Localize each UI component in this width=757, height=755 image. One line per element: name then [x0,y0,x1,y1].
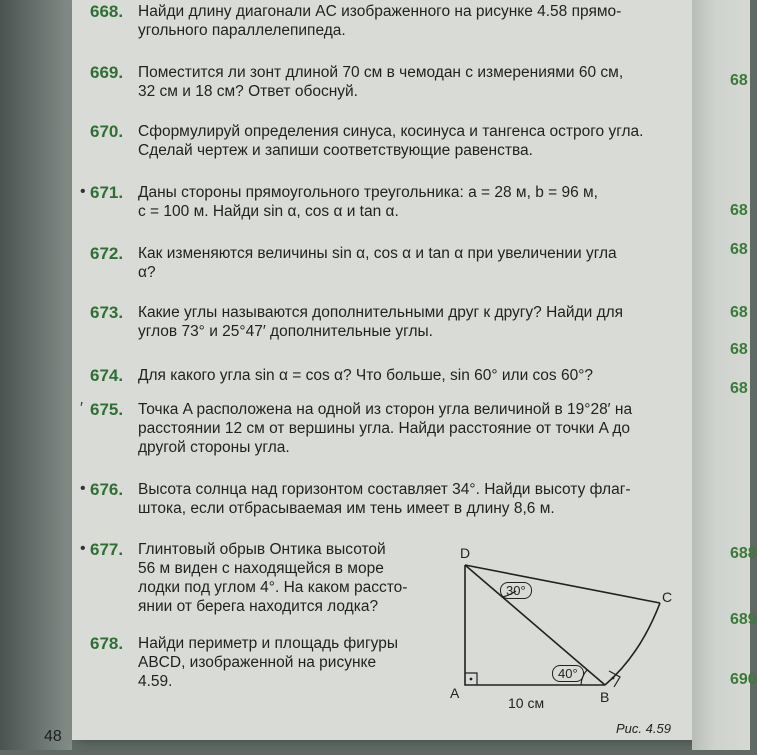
problem-number: 671. [90,183,124,202]
right-page-edge [692,0,750,750]
text-line: 56 м виден с находящейся в море [138,560,384,577]
quadrilateral-diagram [440,545,680,750]
text-line: Как изменяются величины sin α, cos α и tan α при увеличении угла [138,245,617,262]
side-length-ab: 10 см [508,695,545,711]
problem-marker: • [80,540,86,557]
text-line: Высота солнца над горизонтом составляет 34°. Найди высоту флаг- [138,481,631,498]
problem-number: 678. [90,634,124,653]
problem-text [138,366,593,385]
problem-number: 677. [90,540,124,559]
right-angle-dot-a [470,678,473,681]
right-page-number: 68 [730,304,748,321]
text-line: угольного параллелепипеда. [138,22,346,39]
problem-text [138,2,621,40]
left-page-number: 48 [44,728,62,745]
angle-label-d: 30° [500,582,532,599]
angle-label-b: 40° [552,665,584,682]
problem-number: 672. [90,244,124,263]
problem-number: 669. [90,63,124,82]
figure-4-59 [440,545,680,750]
text-line: ABCD, изображенной на рисунке [138,654,377,671]
right-page-number: 689 [730,611,757,628]
text-line: янии от берега находится лодка? [138,598,379,615]
text-line: 4.59. [138,673,173,690]
text-line: Для какого угла sin α = cos α? Что больше, sin 60° или cos 60°? [138,367,594,384]
problem-number: 675. [90,400,124,419]
problem-marker: ′ [80,400,83,417]
problem-text [138,400,632,457]
problem-text [138,480,631,518]
problem-text [138,183,598,221]
text-line: c = 100 м. Найди sin α, cos α и tan α. [138,203,399,220]
problem-number: 668. [90,2,124,21]
right-page-number: 690 [730,671,757,688]
text-line: углов 73° и 25°47′ дополнительные углы. [138,323,433,340]
problem-text [138,540,407,616]
left-page-edge [0,0,72,750]
problem-text [138,63,623,101]
text-line: Сделай чертеж и запиши соответствующие равенства. [138,142,533,159]
text-line: 32 см и 18 см? Ответ обоснуй. [138,83,358,100]
label-c: C [662,589,673,605]
text-line: Сформулируй определения синуса, косинуса и тангенса острого угла. [138,123,644,140]
figure-caption: Рис. 4.59 [616,721,671,736]
problem-text [138,634,398,691]
text-line: Какие углы называются дополнительными друг к другу? Найди для [138,304,624,321]
text-line: Даны стороны прямоугольного треугольника: a = 28 м, b = 96 м, [138,184,598,201]
problem-number: 670. [90,122,124,141]
right-page-number: 68 [730,241,748,258]
problem-text [138,122,643,160]
text-line: расстоянии 12 см от вершины угла. Найди расстояние от точки A до [138,420,631,437]
text-line: штока, если отбрасываемая им тень имеет в длину 8,6 м. [138,500,555,517]
diagonal-db [465,565,605,685]
text-line: α? [138,264,156,281]
text-line: Глинтовый обрыв Онтика высотой [138,541,386,558]
text-line: Найди периметр и площадь фигуры [138,635,398,652]
problem-number: 673. [90,303,124,322]
text-line: Точка A расположена на одной из сторон угла величиной в 19°28′ на [138,401,633,418]
text-line: лодки под углом 4°. На каком рассто- [138,579,408,596]
label-b: B [600,689,610,705]
problem-text [138,303,623,341]
problem-number: 676. [90,480,124,499]
problem-text [138,244,617,282]
label-d: D [460,545,471,561]
problem-marker: • [80,183,86,200]
label-a: A [450,685,460,701]
right-page-number: 68 [730,380,748,397]
right-angle-dot-b [612,677,615,680]
text-line: Найди длину диагонали AC изображенного на рисунке 4.58 прямо- [138,3,622,20]
problem-marker: • [80,480,86,497]
problem-number: 674. [90,366,124,385]
right-page-number: 688 [730,545,757,562]
right-page-number: 68 [730,72,748,89]
text-line: другой стороны угла. [138,439,290,456]
side-dc [465,565,660,603]
right-page-number: 68 [730,202,748,219]
text-line: Поместится ли зонт длиной 70 см в чемодан с измерениями 60 см, [138,64,624,81]
right-page-number: 68 [730,341,748,358]
